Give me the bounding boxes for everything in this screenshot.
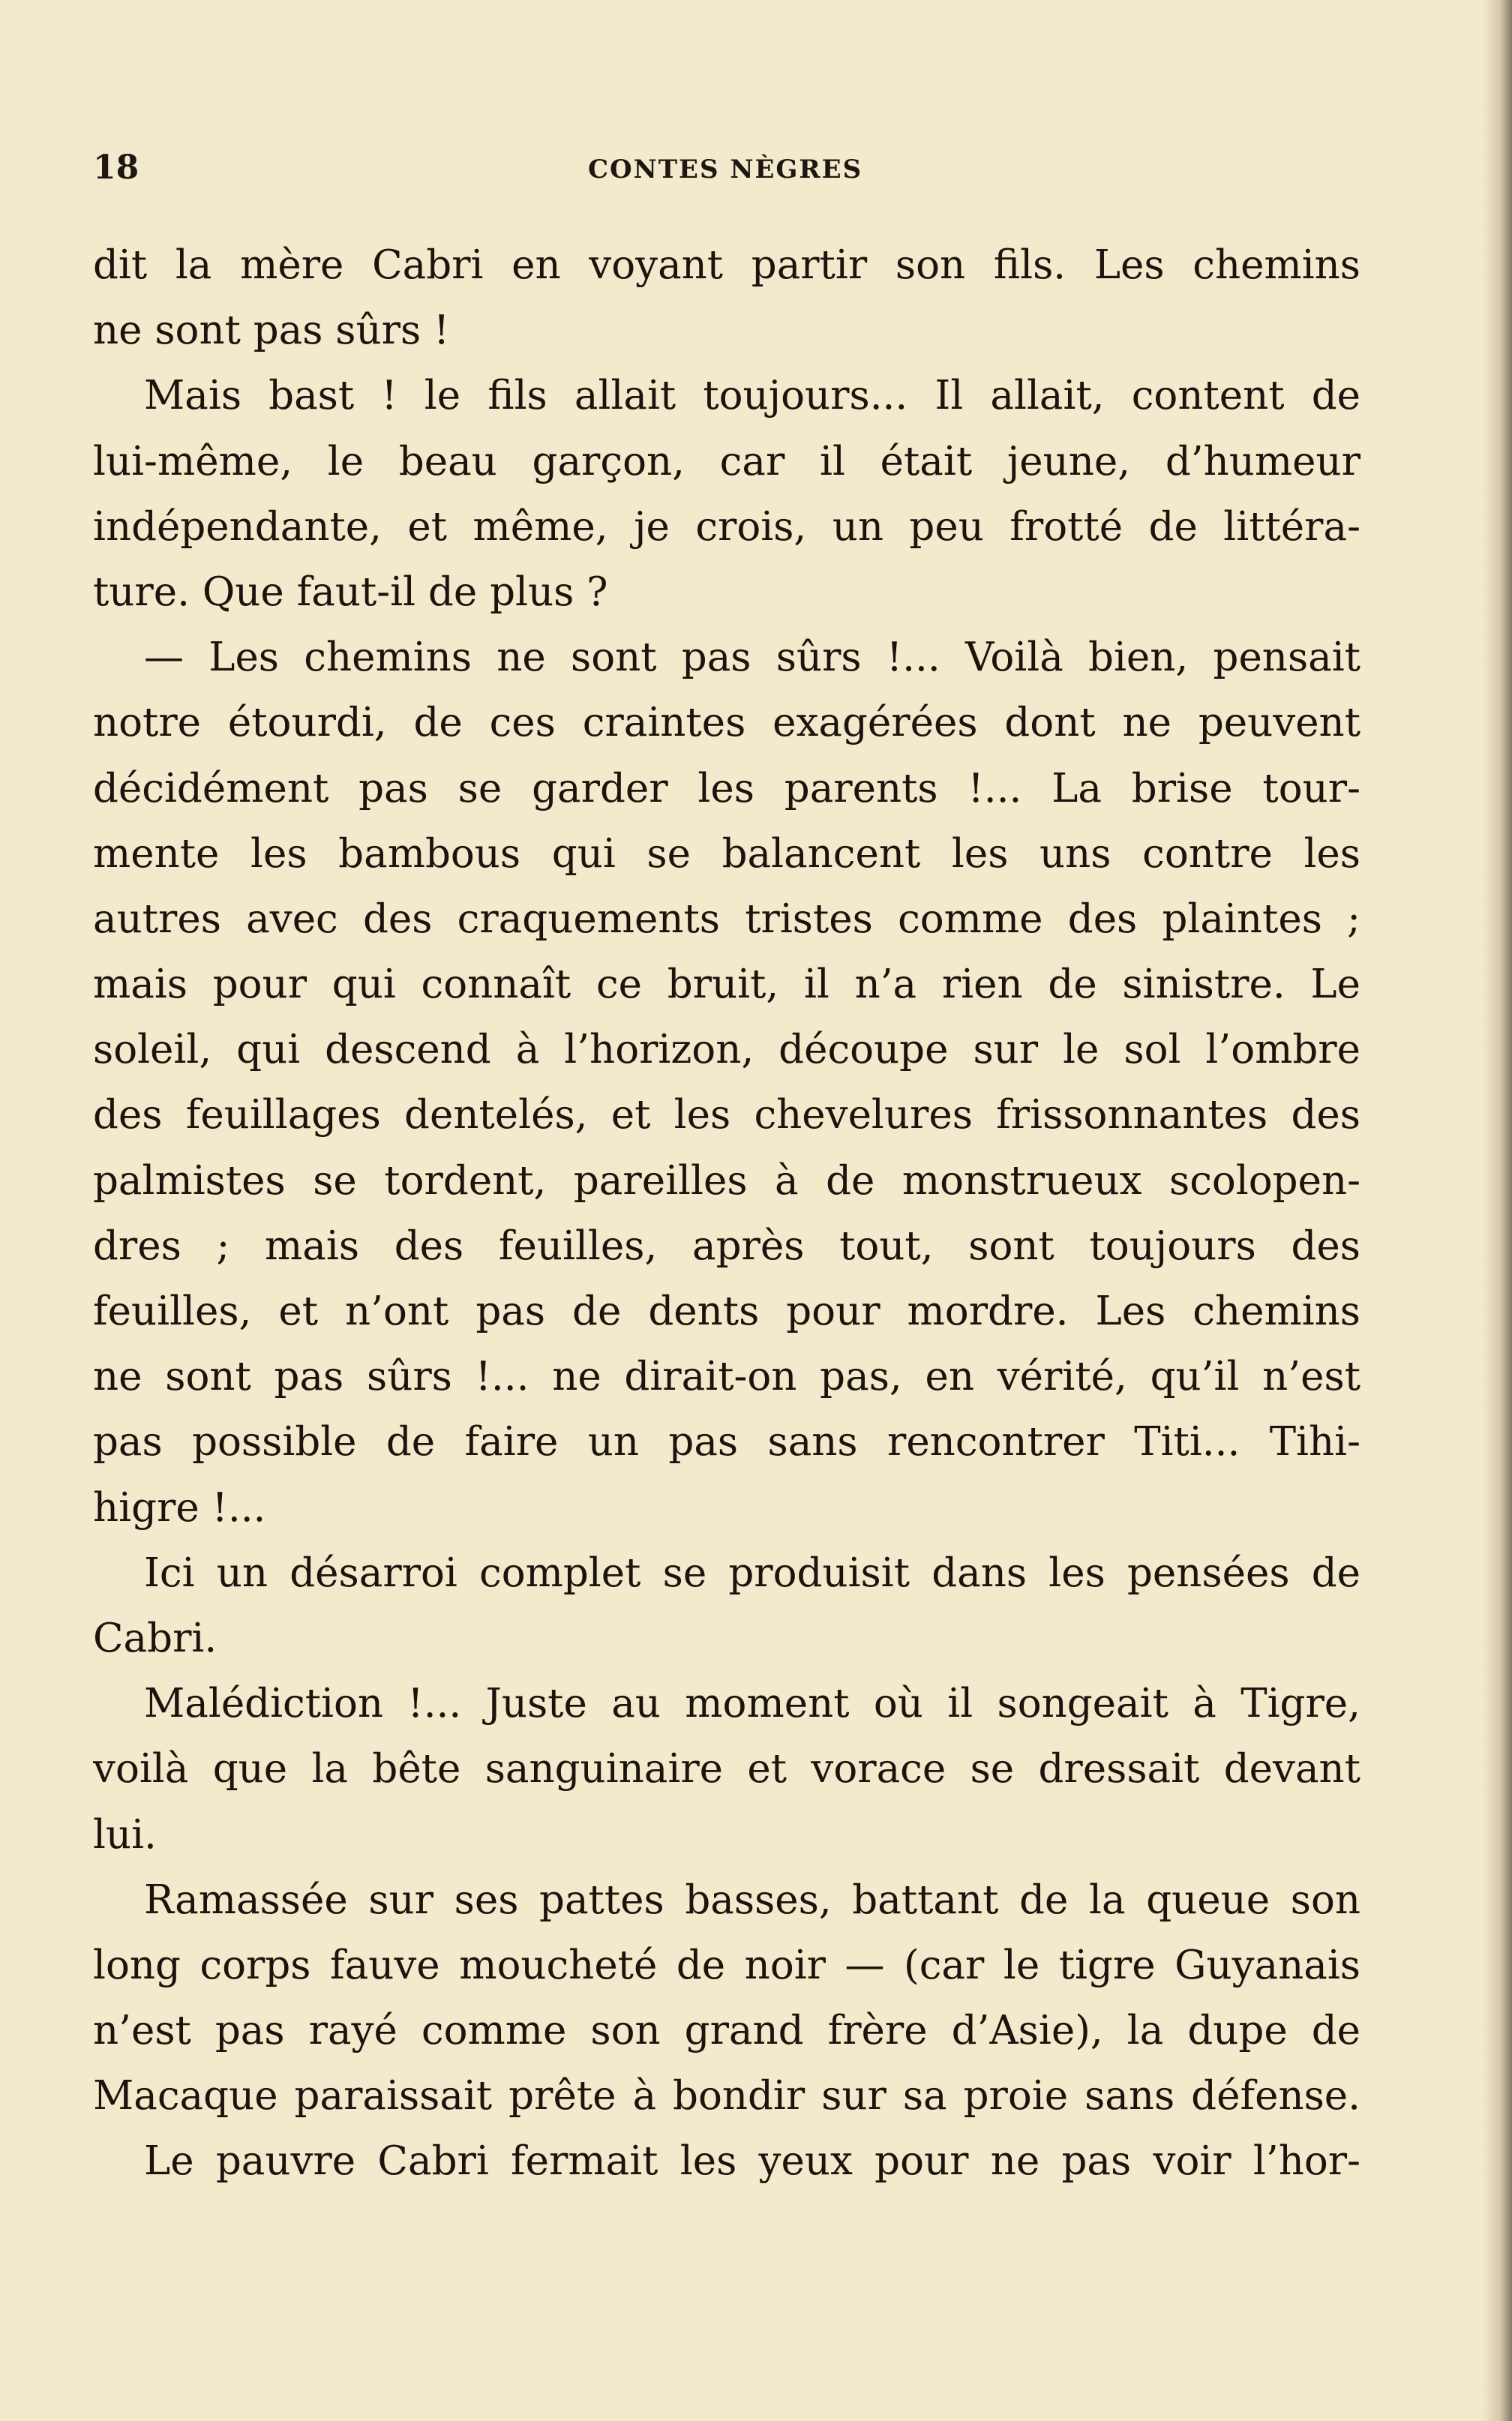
text-line: lui. bbox=[93, 1811, 157, 1858]
text-line: autres avec des craquements tristes comme des plaintes ; bbox=[93, 896, 1360, 942]
text-line: Macaque paraissait prête à bondir sur sa proie sans défense. bbox=[93, 2073, 1360, 2120]
text-line: voilà que la bête sanguinaire et vorace se dressait devant bbox=[93, 1746, 1360, 1792]
page-header bbox=[93, 148, 1360, 194]
text-line: notre étourdi, de ces craintes exagérées dont ne peuvent bbox=[93, 700, 1360, 746]
text-line: mente les bambous qui se balancent les uns contre les bbox=[93, 830, 1360, 877]
text-line: Ici un désarroi complet se produisit dans les pensées de bbox=[144, 1550, 1360, 1596]
text-line: Mais bast ! le fils allait toujours... Il allait, content de bbox=[144, 373, 1360, 419]
text-line: dres ; mais des feuilles, après tout, sont toujours des bbox=[93, 1222, 1360, 1269]
text-line: ne sont pas sûrs !... ne dirait-on pas, en vérité, qu’il n’est bbox=[93, 1354, 1360, 1400]
text-line: feuilles, et n’ont pas de dents pour mordre. Les chemins bbox=[93, 1288, 1360, 1334]
text-line: n’est pas rayé comme son grand frère d’Asie), la dupe de bbox=[93, 2008, 1360, 2054]
text-line: soleil, qui descend à l’horizon, découpe sur le sol l’ombre bbox=[93, 1027, 1360, 1073]
text-line: ne sont pas sûrs ! bbox=[93, 308, 450, 354]
text-line: long corps fauve moucheté de noir — (car le tigre Guyanais bbox=[93, 1942, 1360, 1988]
text-line: indépendante, et même, je crois, un peu frotté de littéra- bbox=[93, 503, 1360, 550]
text-line: pas possible de faire un pas sans rencontrer Titi... Tihi- bbox=[93, 1419, 1360, 1466]
text-line: palmistes se tordent, pareilles à de monstrueux scolopen- bbox=[93, 1157, 1360, 1204]
text-line: lui-même, le beau garçon, car il était jeune, d’humeur bbox=[93, 438, 1360, 484]
text-line: — Les chemins ne sont pas sûrs !... Voilà bien, pensait bbox=[144, 634, 1360, 681]
text-line: dit la mère Cabri en voyant partir son fils. Les chemins bbox=[93, 242, 1360, 288]
text-line: des feuillages dentelés, et les chevelures frissonnantes des bbox=[93, 1092, 1360, 1138]
page-edge-shadow bbox=[1482, 0, 1512, 2421]
running-title: CONTES NÈGRES bbox=[588, 154, 863, 184]
text-line: Ramassée sur ses pattes basses, battant de la queue son bbox=[144, 1876, 1360, 1923]
text-line: décidément pas se garder les parents !... La brise tour- bbox=[93, 765, 1360, 812]
text-line: higre !... bbox=[93, 1484, 266, 1531]
body-text bbox=[93, 232, 1360, 2194]
text-line: Malédiction !... Juste au moment où il songeait à Tigre, bbox=[144, 1681, 1360, 1727]
page-number: 18 bbox=[93, 148, 140, 187]
text-line: Cabri. bbox=[93, 1615, 218, 1661]
text-line: Le pauvre Cabri fermait les yeux pour ne pas voir l’hor- bbox=[144, 2138, 1360, 2185]
text-line: mais pour qui connaît ce bruit, il n’a rien de sinistre. Le bbox=[93, 962, 1360, 1008]
text-line: ture. Que faut-il de plus ? bbox=[93, 568, 608, 615]
